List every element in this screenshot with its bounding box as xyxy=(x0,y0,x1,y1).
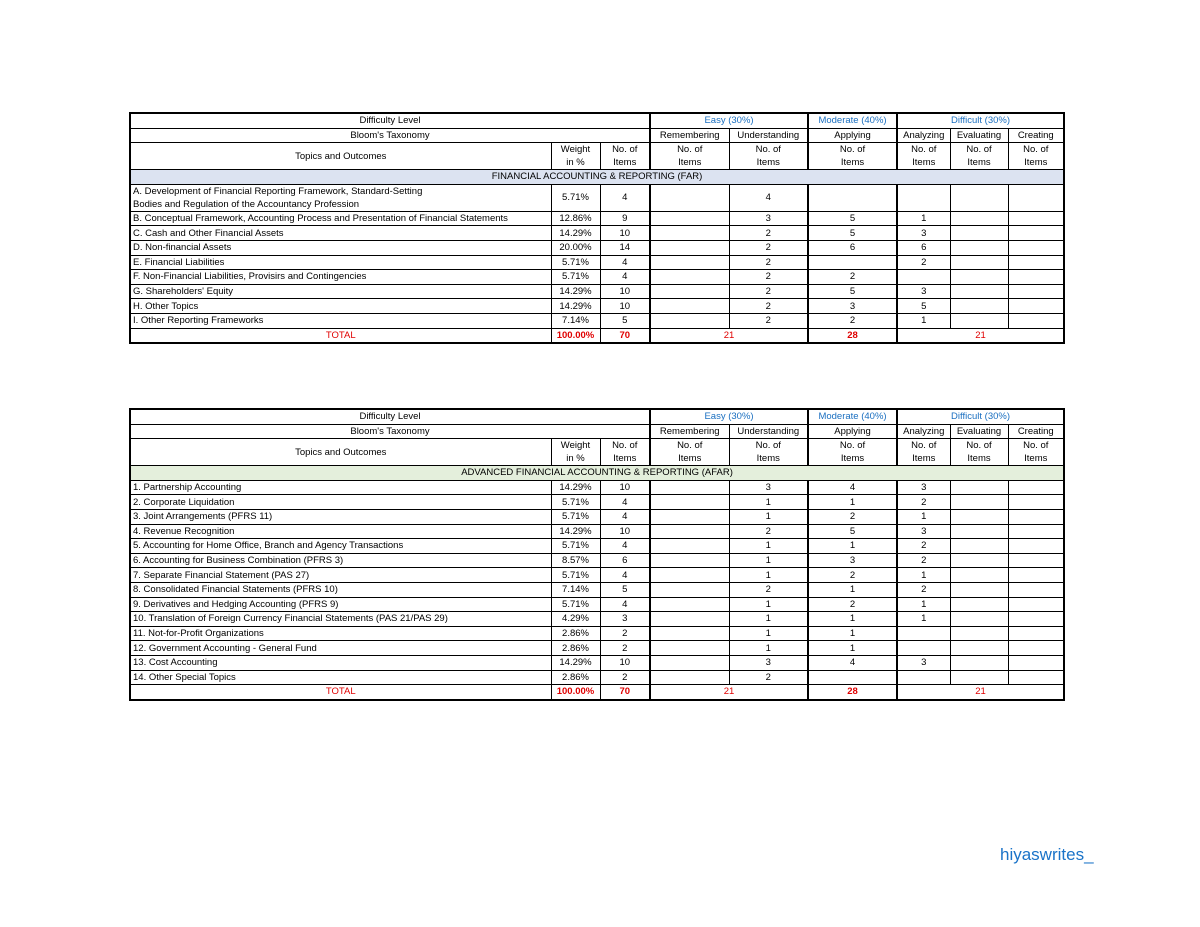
topic-cell: 2. Corporate Liquidation xyxy=(130,495,551,510)
items-header-applying: No. of Items xyxy=(808,439,897,466)
items-cell: 4 xyxy=(600,509,650,524)
applying-cell: 3 xyxy=(808,553,897,568)
applying-cell: 4 xyxy=(808,655,897,670)
weight-cell: 5.71% xyxy=(551,255,600,270)
creating-cell xyxy=(1008,670,1064,685)
total-easy: 21 xyxy=(650,685,808,700)
items-header-remembering: No. of Items xyxy=(650,439,729,466)
analyzing-cell: 3 xyxy=(897,655,950,670)
topic-cell: 7. Separate Financial Statement (PAS 27) xyxy=(130,568,551,583)
applying-cell: 2 xyxy=(808,270,897,285)
understanding-cell: 2 xyxy=(729,240,808,255)
remembering-cell xyxy=(650,568,729,583)
understanding-cell: 1 xyxy=(729,509,808,524)
evaluating-cell xyxy=(950,211,1008,226)
weight-cell: 14.29% xyxy=(551,284,600,299)
evaluating-cell xyxy=(950,582,1008,597)
evaluating-cell xyxy=(950,539,1008,554)
items-cell: 2 xyxy=(600,626,650,641)
evaluating-cell xyxy=(950,495,1008,510)
creating-header: Creating xyxy=(1008,424,1064,439)
items-header-analyzing: No. of Items xyxy=(897,143,950,170)
weight-cell: 14.29% xyxy=(551,655,600,670)
analyzing-header: Analyzing xyxy=(897,128,950,143)
remembering-cell xyxy=(650,184,729,211)
creating-header: Creating xyxy=(1008,128,1064,143)
topics-outcomes-header: Topics and Outcomes xyxy=(130,143,551,170)
total-easy: 21 xyxy=(650,328,808,343)
topic-cell: 3. Joint Arrangements (PFRS 11) xyxy=(130,509,551,524)
items-cell: 10 xyxy=(600,284,650,299)
evaluating-cell xyxy=(950,284,1008,299)
remembering-header: Remembering xyxy=(650,424,729,439)
items-cell: 3 xyxy=(600,612,650,627)
section-title: FINANCIAL ACCOUNTING & REPORTING (FAR) xyxy=(130,170,1064,185)
weight-cell: 14.29% xyxy=(551,480,600,495)
creating-cell xyxy=(1008,284,1064,299)
applying-cell xyxy=(808,670,897,685)
total-difficult: 21 xyxy=(897,328,1064,343)
remembering-cell xyxy=(650,226,729,241)
understanding-cell: 2 xyxy=(729,670,808,685)
applying-header: Applying xyxy=(808,424,897,439)
understanding-cell: 2 xyxy=(729,313,808,328)
remembering-cell xyxy=(650,539,729,554)
understanding-cell: 4 xyxy=(729,184,808,211)
evaluating-cell xyxy=(950,597,1008,612)
remembering-cell xyxy=(650,553,729,568)
items-cell: 4 xyxy=(600,255,650,270)
difficult-header: Difficult (30%) xyxy=(897,409,1064,424)
understanding-cell: 3 xyxy=(729,480,808,495)
remembering-cell xyxy=(650,612,729,627)
analyzing-cell: 2 xyxy=(897,255,950,270)
applying-cell: 5 xyxy=(808,284,897,299)
evaluating-cell xyxy=(950,524,1008,539)
remembering-cell xyxy=(650,597,729,612)
analyzing-cell: 3 xyxy=(897,284,950,299)
weight-cell: 5.71% xyxy=(551,270,600,285)
topic-cell: 6. Accounting for Business Combination (PFRS 3) xyxy=(130,553,551,568)
evaluating-cell xyxy=(950,509,1008,524)
items-header-applying: No. of Items xyxy=(808,143,897,170)
evaluating-cell xyxy=(950,255,1008,270)
analyzing-header: Analyzing xyxy=(897,424,950,439)
analyzing-cell: 2 xyxy=(897,553,950,568)
applying-cell: 1 xyxy=(808,626,897,641)
evaluating-cell xyxy=(950,612,1008,627)
easy-header: Easy (30%) xyxy=(650,113,808,128)
applying-cell: 6 xyxy=(808,240,897,255)
items-cell: 10 xyxy=(600,655,650,670)
applying-cell: 5 xyxy=(808,211,897,226)
difficulty-level-label: Difficulty Level xyxy=(130,113,650,128)
items-header-analyzing: No. of Items xyxy=(897,439,950,466)
items-cell: 10 xyxy=(600,480,650,495)
applying-cell: 2 xyxy=(808,597,897,612)
analyzing-cell xyxy=(897,641,950,656)
applying-cell: 2 xyxy=(808,509,897,524)
creating-cell xyxy=(1008,240,1064,255)
weight-cell: 5.71% xyxy=(551,539,600,554)
topic-cell: F. Non-Financial Liabilities, Provisirs and Contingencies xyxy=(130,270,551,285)
topic-cell: H. Other Topics xyxy=(130,299,551,314)
understanding-cell: 2 xyxy=(729,284,808,299)
creating-cell xyxy=(1008,524,1064,539)
analyzing-cell: 3 xyxy=(897,480,950,495)
analyzing-cell xyxy=(897,670,950,685)
analyzing-cell xyxy=(897,184,950,211)
topic-cell: C. Cash and Other Financial Assets xyxy=(130,226,551,241)
evaluating-header: Evaluating xyxy=(950,424,1008,439)
remembering-cell xyxy=(650,524,729,539)
items-cell: 4 xyxy=(600,568,650,583)
blooms-taxonomy-label: Bloom's Taxonomy xyxy=(130,424,650,439)
items-cell: 2 xyxy=(600,670,650,685)
items-header-creating: No. of Items xyxy=(1008,143,1064,170)
analyzing-cell: 3 xyxy=(897,524,950,539)
evaluating-cell xyxy=(950,553,1008,568)
total-weight: 100.00% xyxy=(551,685,600,700)
items-cell: 4 xyxy=(600,597,650,612)
weight-cell: 14.29% xyxy=(551,299,600,314)
applying-cell: 1 xyxy=(808,641,897,656)
evaluating-cell xyxy=(950,480,1008,495)
analyzing-cell: 3 xyxy=(897,226,950,241)
difficult-header: Difficult (30%) xyxy=(897,113,1064,128)
items-cell: 5 xyxy=(600,313,650,328)
items-cell: 2 xyxy=(600,641,650,656)
understanding-cell: 1 xyxy=(729,641,808,656)
understanding-cell: 2 xyxy=(729,226,808,241)
topics-outcomes-header: Topics and Outcomes xyxy=(130,439,551,466)
analyzing-cell: 2 xyxy=(897,495,950,510)
total-items: 70 xyxy=(600,328,650,343)
weight-cell: 8.57% xyxy=(551,553,600,568)
analyzing-cell: 5 xyxy=(897,299,950,314)
applying-cell xyxy=(808,184,897,211)
creating-cell xyxy=(1008,597,1064,612)
difficulty-level-label: Difficulty Level xyxy=(130,409,650,424)
analyzing-cell: 1 xyxy=(897,612,950,627)
understanding-cell: 2 xyxy=(729,524,808,539)
remembering-cell xyxy=(650,626,729,641)
weight-cell: 2.86% xyxy=(551,641,600,656)
understanding-cell: 2 xyxy=(729,255,808,270)
topic-cell: 13. Cost Accounting xyxy=(130,655,551,670)
analyzing-cell: 1 xyxy=(897,313,950,328)
moderate-header: Moderate (40%) xyxy=(808,409,897,424)
weight-header: Weight in % xyxy=(551,439,600,466)
total-weight: 100.00% xyxy=(551,328,600,343)
applying-cell: 5 xyxy=(808,226,897,241)
total-moderate: 28 xyxy=(808,328,897,343)
analyzing-cell: 2 xyxy=(897,582,950,597)
topic-cell: B. Conceptual Framework, Accounting Process and Presentation of Financial Statements xyxy=(130,211,551,226)
weight-cell: 2.86% xyxy=(551,626,600,641)
weight-cell: 4.29% xyxy=(551,612,600,627)
remembering-cell xyxy=(650,299,729,314)
creating-cell xyxy=(1008,612,1064,627)
weight-cell: 7.14% xyxy=(551,313,600,328)
understanding-cell: 2 xyxy=(729,582,808,597)
weight-cell: 5.71% xyxy=(551,597,600,612)
weight-cell: 5.71% xyxy=(551,495,600,510)
creating-cell xyxy=(1008,313,1064,328)
understanding-cell: 1 xyxy=(729,539,808,554)
remembering-cell xyxy=(650,641,729,656)
total-label: TOTAL xyxy=(130,685,551,700)
applying-cell: 2 xyxy=(808,568,897,583)
analyzing-cell: 1 xyxy=(897,568,950,583)
creating-cell xyxy=(1008,509,1064,524)
topic-cell: 1. Partnership Accounting xyxy=(130,480,551,495)
weight-cell: 7.14% xyxy=(551,582,600,597)
understanding-cell: 2 xyxy=(729,270,808,285)
weight-cell: 5.71% xyxy=(551,509,600,524)
moderate-header: Moderate (40%) xyxy=(808,113,897,128)
far-table xyxy=(129,112,1065,344)
understanding-header: Understanding xyxy=(729,128,808,143)
items-cell: 5 xyxy=(600,582,650,597)
understanding-cell: 1 xyxy=(729,568,808,583)
evaluating-cell xyxy=(950,240,1008,255)
evaluating-cell xyxy=(950,313,1008,328)
evaluating-header: Evaluating xyxy=(950,128,1008,143)
applying-cell: 1 xyxy=(808,582,897,597)
creating-cell xyxy=(1008,255,1064,270)
items-cell: 14 xyxy=(600,240,650,255)
afar-table xyxy=(129,408,1065,701)
creating-cell xyxy=(1008,495,1064,510)
easy-header: Easy (30%) xyxy=(650,409,808,424)
evaluating-cell xyxy=(950,299,1008,314)
items-header-evaluating: No. of Items xyxy=(950,143,1008,170)
analyzing-cell: 1 xyxy=(897,509,950,524)
items-cell: 4 xyxy=(600,270,650,285)
topic-cell: A. Development of Financial Reporting Framework, Standard-Setting Bodies and Regulation of the Accountancy Profession xyxy=(130,184,551,211)
creating-cell xyxy=(1008,226,1064,241)
understanding-cell: 1 xyxy=(729,612,808,627)
total-difficult: 21 xyxy=(897,685,1064,700)
applying-cell: 4 xyxy=(808,480,897,495)
evaluating-cell xyxy=(950,641,1008,656)
topic-cell: G. Shareholders' Equity xyxy=(130,284,551,299)
items-header-remembering: No. of Items xyxy=(650,143,729,170)
creating-cell xyxy=(1008,539,1064,554)
topic-cell: E. Financial Liabilities xyxy=(130,255,551,270)
items-cell: 10 xyxy=(600,226,650,241)
understanding-cell: 3 xyxy=(729,655,808,670)
remembering-cell xyxy=(650,255,729,270)
weight-cell: 20.00% xyxy=(551,240,600,255)
understanding-cell: 1 xyxy=(729,553,808,568)
weight-cell: 5.71% xyxy=(551,568,600,583)
applying-header: Applying xyxy=(808,128,897,143)
creating-cell xyxy=(1008,568,1064,583)
remembering-cell xyxy=(650,509,729,524)
topic-cell: I. Other Reporting Frameworks xyxy=(130,313,551,328)
evaluating-cell xyxy=(950,270,1008,285)
topic-cell: 12. Government Accounting - General Fund xyxy=(130,641,551,656)
applying-cell: 2 xyxy=(808,313,897,328)
creating-cell xyxy=(1008,184,1064,211)
creating-cell xyxy=(1008,553,1064,568)
applying-cell: 5 xyxy=(808,524,897,539)
analyzing-cell: 6 xyxy=(897,240,950,255)
understanding-cell: 1 xyxy=(729,597,808,612)
remembering-cell xyxy=(650,480,729,495)
analyzing-cell: 2 xyxy=(897,539,950,554)
items-cell: 6 xyxy=(600,553,650,568)
topic-cell: 8. Consolidated Financial Statements (PFRS 10) xyxy=(130,582,551,597)
remembering-cell xyxy=(650,284,729,299)
watermark: hiyaswrites_ xyxy=(1000,845,1094,864)
applying-cell: 1 xyxy=(808,539,897,554)
topic-cell: 9. Derivatives and Hedging Accounting (PFRS 9) xyxy=(130,597,551,612)
remembering-cell xyxy=(650,211,729,226)
remembering-cell xyxy=(650,495,729,510)
items-header: No. of Items xyxy=(600,143,650,170)
weight-cell: 14.29% xyxy=(551,226,600,241)
understanding-cell: 1 xyxy=(729,626,808,641)
total-moderate: 28 xyxy=(808,685,897,700)
topic-cell: 14. Other Special Topics xyxy=(130,670,551,685)
items-header: No. of Items xyxy=(600,439,650,466)
items-header-evaluating: No. of Items xyxy=(950,439,1008,466)
items-cell: 9 xyxy=(600,211,650,226)
understanding-cell: 2 xyxy=(729,299,808,314)
items-cell: 10 xyxy=(600,524,650,539)
items-cell: 4 xyxy=(600,539,650,554)
items-cell: 10 xyxy=(600,299,650,314)
remembering-cell xyxy=(650,313,729,328)
topic-cell: 11. Not-for-Profit Organizations xyxy=(130,626,551,641)
creating-cell xyxy=(1008,270,1064,285)
creating-cell xyxy=(1008,641,1064,656)
remembering-cell xyxy=(650,240,729,255)
weight-cell: 12.86% xyxy=(551,211,600,226)
applying-cell: 1 xyxy=(808,612,897,627)
creating-cell xyxy=(1008,299,1064,314)
items-cell: 4 xyxy=(600,184,650,211)
topic-cell: 5. Accounting for Home Office, Branch and Agency Transactions xyxy=(130,539,551,554)
analyzing-cell: 1 xyxy=(897,211,950,226)
items-header-creating: No. of Items xyxy=(1008,439,1064,466)
remembering-cell xyxy=(650,670,729,685)
evaluating-cell xyxy=(950,670,1008,685)
analyzing-cell: 1 xyxy=(897,597,950,612)
evaluating-cell xyxy=(950,568,1008,583)
weight-cell: 5.71% xyxy=(551,184,600,211)
understanding-header: Understanding xyxy=(729,424,808,439)
remembering-cell xyxy=(650,582,729,597)
total-label: TOTAL xyxy=(130,328,551,343)
weight-cell: 2.86% xyxy=(551,670,600,685)
blooms-taxonomy-label: Bloom's Taxonomy xyxy=(130,128,650,143)
remembering-header: Remembering xyxy=(650,128,729,143)
applying-cell xyxy=(808,255,897,270)
topic-cell: 10. Translation of Foreign Currency Financial Statements (PAS 21/PAS 29) xyxy=(130,612,551,627)
section-title: ADVANCED FINANCIAL ACCOUNTING & REPORTING (AFAR) xyxy=(130,466,1064,481)
analyzing-cell xyxy=(897,270,950,285)
evaluating-cell xyxy=(950,626,1008,641)
applying-cell: 1 xyxy=(808,495,897,510)
remembering-cell xyxy=(650,270,729,285)
creating-cell xyxy=(1008,655,1064,670)
understanding-cell: 3 xyxy=(729,211,808,226)
topic-cell: D. Non-financial Assets xyxy=(130,240,551,255)
analyzing-cell xyxy=(897,626,950,641)
understanding-cell: 1 xyxy=(729,495,808,510)
creating-cell xyxy=(1008,582,1064,597)
total-items: 70 xyxy=(600,685,650,700)
items-header-understanding: No. of Items xyxy=(729,143,808,170)
creating-cell xyxy=(1008,626,1064,641)
items-cell: 4 xyxy=(600,495,650,510)
creating-cell xyxy=(1008,211,1064,226)
topic-cell: 4. Revenue Recognition xyxy=(130,524,551,539)
weight-header: Weight in % xyxy=(551,143,600,170)
evaluating-cell xyxy=(950,184,1008,211)
evaluating-cell xyxy=(950,655,1008,670)
weight-cell: 14.29% xyxy=(551,524,600,539)
evaluating-cell xyxy=(950,226,1008,241)
creating-cell xyxy=(1008,480,1064,495)
remembering-cell xyxy=(650,655,729,670)
items-header-understanding: No. of Items xyxy=(729,439,808,466)
applying-cell: 3 xyxy=(808,299,897,314)
